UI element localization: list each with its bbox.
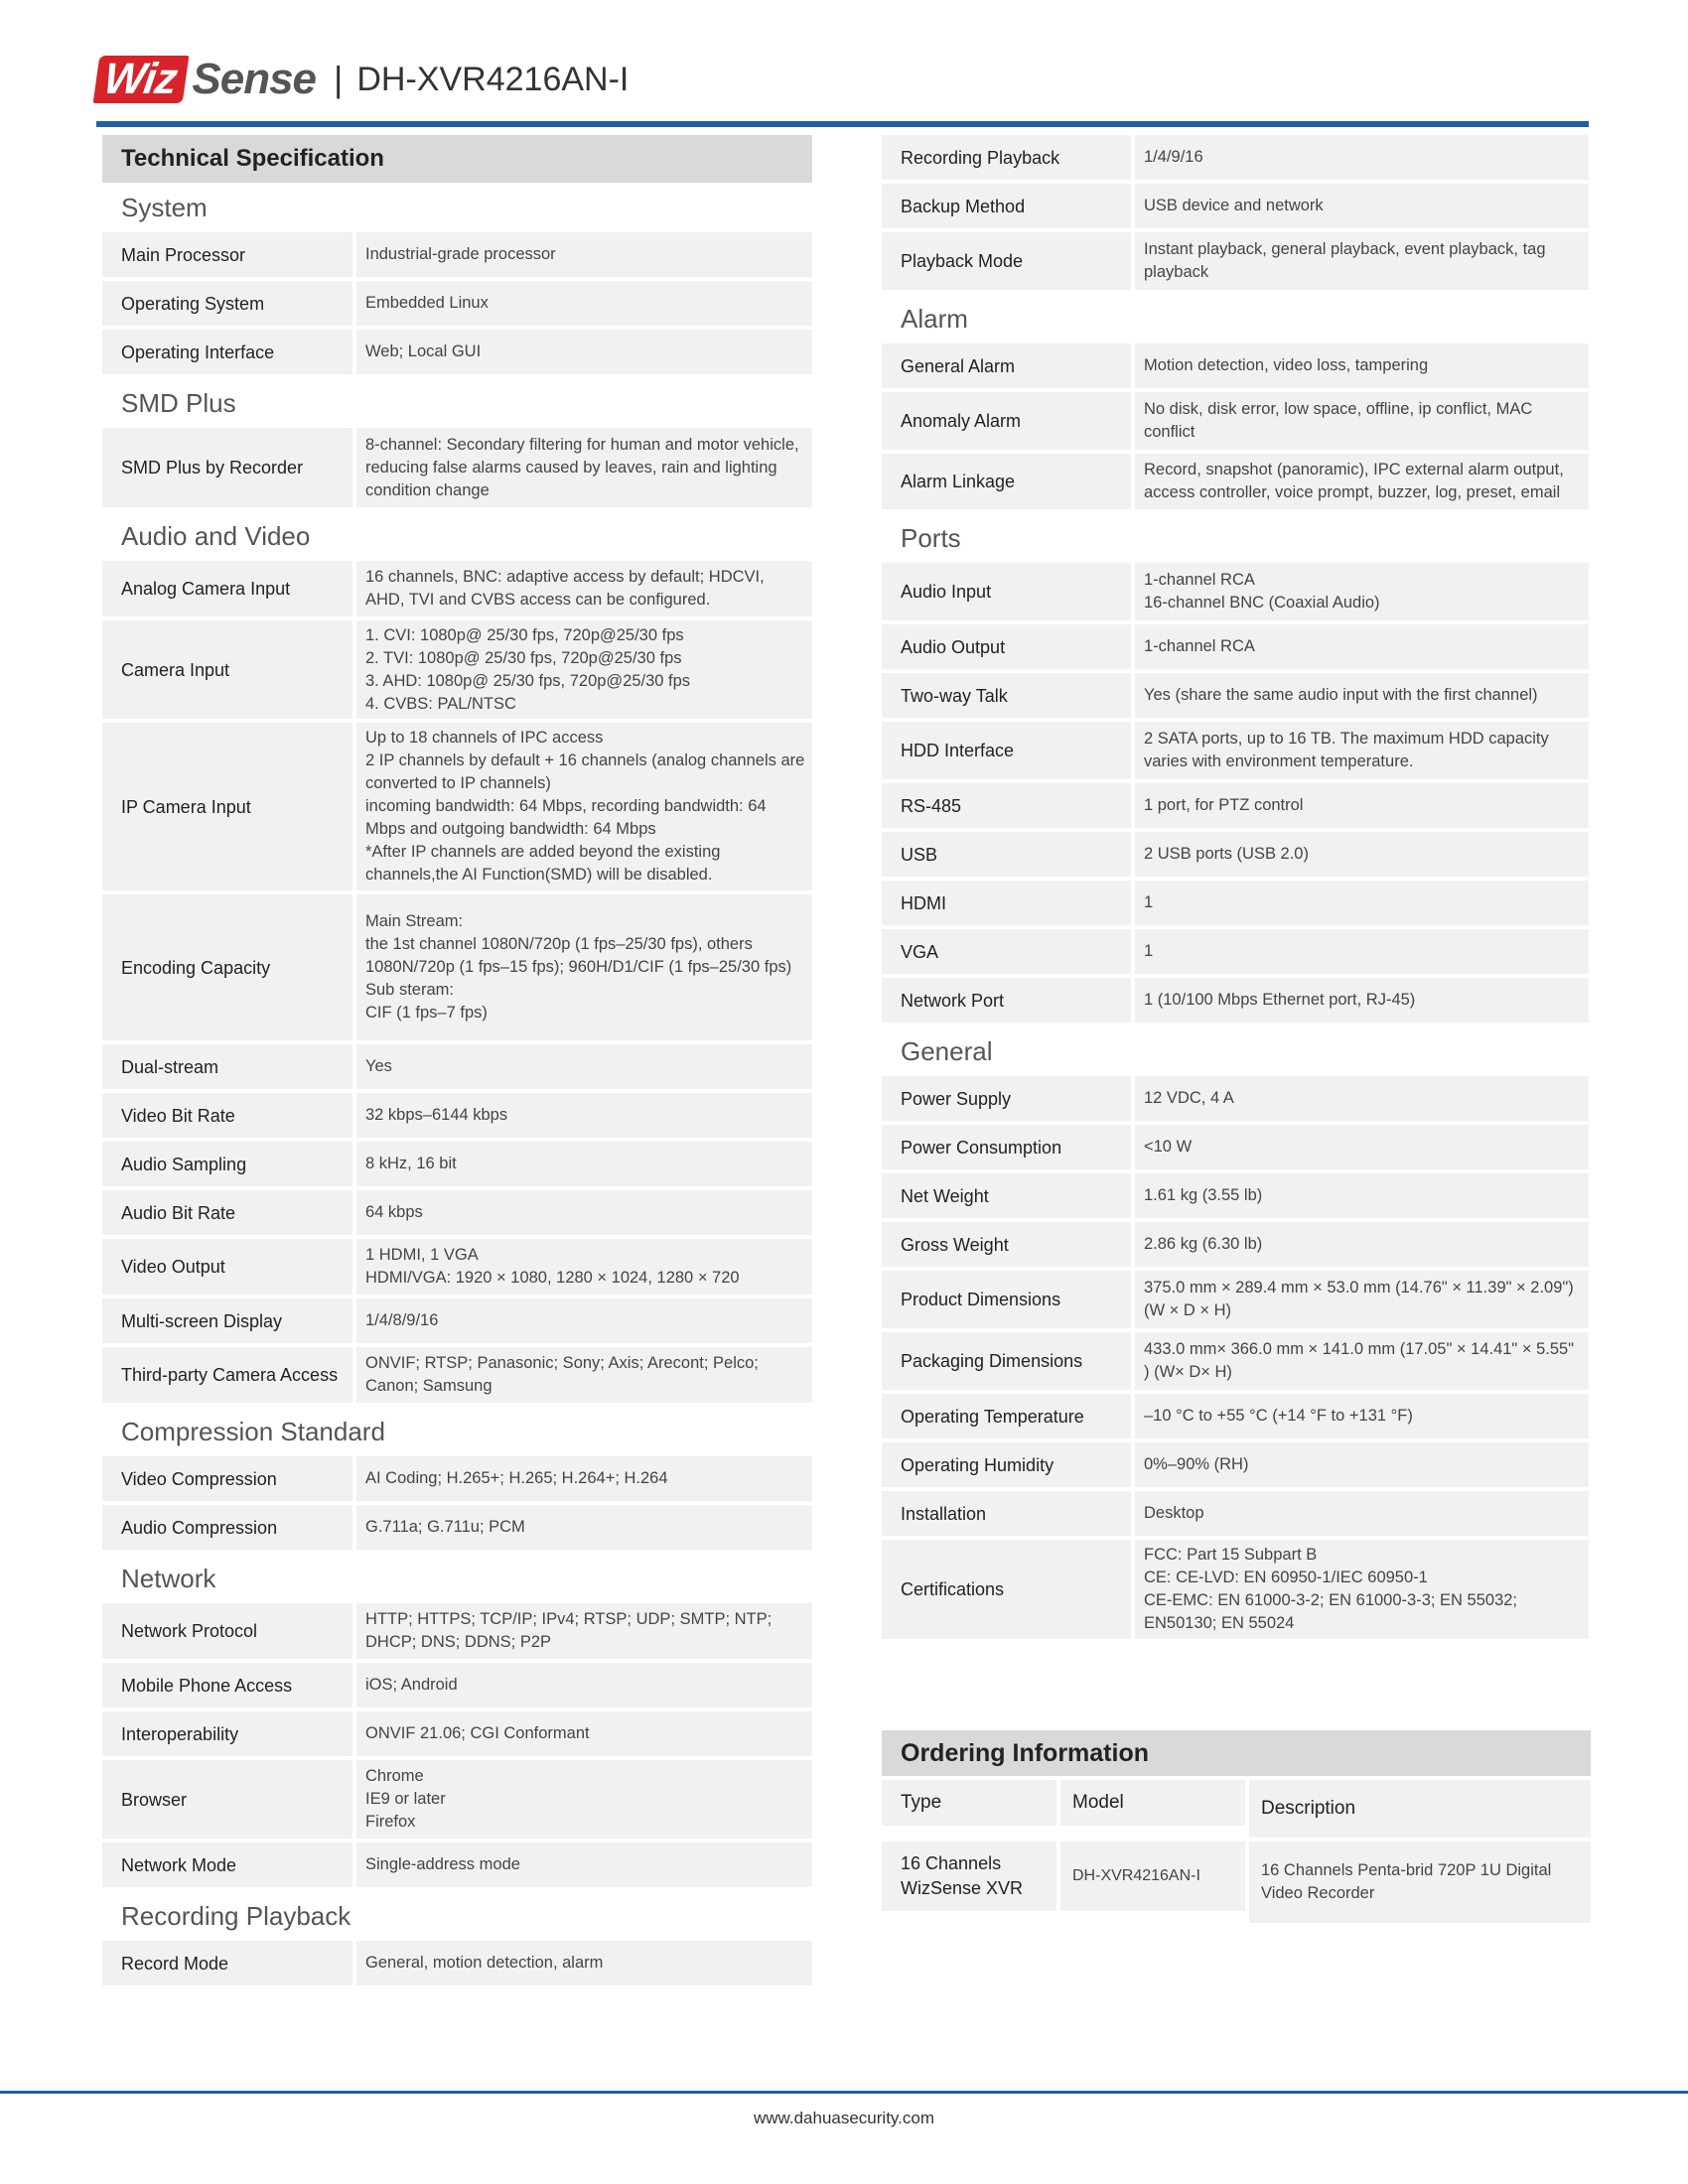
spec-label: Audio Input <box>882 563 1131 620</box>
spec-label: HDD Interface <box>882 722 1131 779</box>
spec-value: 16 channels, BNC: adaptive access by default; HDCVI, AHD, TVI and CVBS access can be configured. <box>356 561 812 616</box>
spec-row <box>102 1298 812 1343</box>
spec-row <box>102 1843 812 1887</box>
spec-row <box>882 343 1589 388</box>
spec-table-general <box>882 1076 1589 1639</box>
spec-label: Interoperability <box>102 1711 352 1756</box>
section-smd-plus: SMD Plus <box>121 387 236 418</box>
spec-label: Third-party Camera Access <box>102 1347 352 1403</box>
spec-label: Encoding Capacity <box>102 894 352 1040</box>
spec-value: 0%–90% (RH) <box>1135 1442 1589 1487</box>
spec-value: 32 kbps–6144 kbps <box>356 1093 812 1138</box>
footer-url[interactable]: www.dahuasecurity.com <box>753 2109 935 2127</box>
spec-value: Desktop <box>1135 1491 1589 1536</box>
spec-row <box>102 723 812 890</box>
spec-value: 2 USB ports (USB 2.0) <box>1135 832 1589 877</box>
spec-row <box>102 1093 812 1138</box>
spec-value: <10 W <box>1135 1125 1589 1169</box>
spec-value: 2.86 kg (6.30 lb) <box>1135 1222 1589 1267</box>
spec-value: ONVIF; RTSP; Panasonic; Sony; Axis; Arecont; Pelco; Canon; Samsung <box>356 1347 812 1403</box>
wizsense-logo <box>96 55 316 104</box>
spec-row <box>102 428 812 507</box>
spec-value: 1 HDMI, 1 VGA HDMI/VGA: 1920 × 1080, 1280 × 1024, 1280 × 720 <box>356 1239 812 1295</box>
spec-value: Yes (share the same audio input with the first channel) <box>1135 673 1589 718</box>
spec-row <box>882 563 1589 620</box>
tech-spec-title: Technical Specification <box>102 135 812 183</box>
spec-label: RS-485 <box>882 783 1131 828</box>
spec-table-compression <box>102 1456 812 1550</box>
spec-value: Web; Local GUI <box>356 330 812 374</box>
spec-label: IP Camera Input <box>102 723 352 890</box>
spec-value: Single-address mode <box>356 1843 812 1887</box>
spec-table-recording <box>102 1941 812 1985</box>
model-number: DH-XVR4216AN-I <box>356 60 630 98</box>
spec-row <box>882 1076 1589 1121</box>
spec-label: Power Supply <box>882 1076 1131 1121</box>
spec-value: Motion detection, video loss, tampering <box>1135 343 1589 388</box>
spec-label: Operating System <box>102 281 352 326</box>
spec-label: Certifications <box>882 1540 1131 1639</box>
logo-wiz: Wiz <box>93 56 190 103</box>
spec-table-playback <box>882 135 1589 290</box>
spec-value: 1/4/8/9/16 <box>356 1298 812 1343</box>
spec-label: Anomaly Alarm <box>882 392 1131 450</box>
ordering-description: 16 Channels Penta-brid 720P 1U Digital Video Recorder <box>1249 1842 1591 1923</box>
spec-row <box>882 1394 1589 1438</box>
spec-row <box>882 1125 1589 1169</box>
spec-row <box>882 184 1589 228</box>
spec-label: Browser <box>102 1760 352 1839</box>
spec-table-ports <box>882 563 1589 1023</box>
section-alarm: Alarm <box>901 303 968 334</box>
spec-label: Two-way Talk <box>882 673 1131 718</box>
logo-sense: Sense <box>192 55 317 103</box>
ordering-info-title: Ordering Information <box>882 1730 1591 1776</box>
spec-row <box>102 281 812 326</box>
spec-label: Analog Camera Input <box>102 561 352 616</box>
spec-row <box>102 330 812 374</box>
section-system: System <box>121 192 208 222</box>
spec-label: Operating Interface <box>102 330 352 374</box>
spec-value: FCC: Part 15 Subpart B CE: CE-LVD: EN 60950-1/IEC 60950-1 CE-EMC: EN 61000-3-2; EN 61000-3-3; EN 55032; EN50130; EN 55024 <box>1135 1540 1589 1639</box>
spec-label: Recording Playback <box>882 135 1131 180</box>
spec-row <box>882 1332 1589 1390</box>
spec-value: 375.0 mm × 289.4 mm × 53.0 mm (14.76" × 11.39" × 2.09") (W × D × H) <box>1135 1271 1589 1328</box>
spec-value: ONVIF 21.06; CGI Conformant <box>356 1711 812 1756</box>
spec-value: 1 <box>1135 881 1589 925</box>
spec-row <box>882 1222 1589 1267</box>
spec-label: General Alarm <box>882 343 1131 388</box>
spec-row <box>882 1491 1589 1536</box>
spec-label: HDMI <box>882 881 1131 925</box>
spec-row <box>102 620 812 719</box>
ordering-header-type: Type <box>882 1780 1056 1826</box>
spec-label: Network Port <box>882 978 1131 1023</box>
spec-label: Mobile Phone Access <box>102 1663 352 1707</box>
spec-label: Audio Output <box>882 624 1131 669</box>
spec-row <box>882 978 1589 1023</box>
spec-label: Operating Humidity <box>882 1442 1131 1487</box>
spec-value: HTTP; HTTPS; TCP/IP; IPv4; RTSP; UDP; SMTP; NTP; DHCP; DNS; DDNS; P2P <box>356 1603 812 1659</box>
ordering-header-model: Model <box>1060 1780 1245 1826</box>
spec-value: iOS; Android <box>356 1663 812 1707</box>
spec-value: Instant playback, general playback, event playback, tag playback <box>1135 232 1589 290</box>
section-ports: Ports <box>901 522 961 553</box>
spec-row <box>102 1347 812 1403</box>
top-divider <box>96 121 1589 127</box>
spec-label: Product Dimensions <box>882 1271 1131 1328</box>
spec-value: –10 °C to +55 °C (+14 °F to +131 °F) <box>1135 1394 1589 1438</box>
spec-label: Gross Weight <box>882 1222 1131 1267</box>
right-column <box>882 135 1589 1643</box>
spec-row <box>882 832 1589 877</box>
spec-value: 8 kHz, 16 bit <box>356 1142 812 1186</box>
spec-row <box>102 1190 812 1235</box>
spec-row <box>102 1505 812 1550</box>
spec-value: Main Stream: the 1st channel 1080N/720p (1 fps–25/30 fps), others 1080N/720p (1 fps–15 fps); 960H/D1/CIF (1 fps–25/30 fps) Sub steram: CIF (1 fps–7 fps) <box>356 894 812 1040</box>
spec-value: No disk, disk error, low space, offline, ip conflict, MAC conflict <box>1135 392 1589 450</box>
spec-row <box>882 722 1589 779</box>
spec-value: 433.0 mm× 366.0 mm × 141.0 mm (17.05" × 14.41" × 5.55" ) (W× D× H) <box>1135 1332 1589 1390</box>
spec-value: G.711a; G.711u; PCM <box>356 1505 812 1550</box>
spec-row <box>102 232 812 277</box>
spec-value: General, motion detection, alarm <box>356 1941 812 1985</box>
section-compression: Compression Standard <box>121 1416 385 1446</box>
spec-label: Playback Mode <box>882 232 1131 290</box>
spec-value: Record, snapshot (panoramic), IPC external alarm output, access controller, voice prompt, buzzer, log, preset, email <box>1135 454 1589 509</box>
spec-value: 1.61 kg (3.55 lb) <box>1135 1173 1589 1218</box>
header-separator: | <box>334 59 344 99</box>
spec-value: 1. CVI: 1080p@ 25/30 fps, 720p@25/30 fps 2. TVI: 1080p@ 25/30 fps, 720p@25/30 fps 3. AHD: 1080p@ 25/30 fps, 720p@25/30 fps 4. CVBS: PAL/NTSC <box>356 620 812 719</box>
spec-value: Embedded Linux <box>356 281 812 326</box>
spec-value: Industrial-grade processor <box>356 232 812 277</box>
spec-label: Network Protocol <box>102 1603 352 1659</box>
spec-label: Main Processor <box>102 232 352 277</box>
spec-value: USB device and network <box>1135 184 1589 228</box>
spec-value: 1 (10/100 Mbps Ethernet port, RJ-45) <box>1135 978 1589 1023</box>
spec-row <box>882 929 1589 974</box>
spec-label: Audio Compression <box>102 1505 352 1550</box>
spec-row <box>882 392 1589 450</box>
spec-row <box>102 894 812 1040</box>
bottom-divider <box>0 2091 1688 2094</box>
spec-row <box>102 1456 812 1501</box>
spec-label: Record Mode <box>102 1941 352 1985</box>
ordering-type: 16 Channels WizSense XVR <box>882 1842 1056 1911</box>
spec-row <box>102 1663 812 1707</box>
spec-row <box>102 1711 812 1756</box>
spec-value: AI Coding; H.265+; H.265; H.264+; H.264 <box>356 1456 812 1501</box>
spec-row <box>882 454 1589 509</box>
spec-label: USB <box>882 832 1131 877</box>
ordering-row <box>882 1842 1591 1923</box>
spec-row <box>102 1142 812 1186</box>
spec-row <box>882 232 1589 290</box>
spec-value: 12 VDC, 4 A <box>1135 1076 1589 1121</box>
spec-row <box>102 1760 812 1839</box>
spec-value: 1/4/9/16 <box>1135 135 1589 180</box>
spec-row <box>882 135 1589 180</box>
spec-table-smd <box>102 428 812 507</box>
spec-label: Audio Sampling <box>102 1142 352 1186</box>
spec-label: Video Compression <box>102 1456 352 1501</box>
spec-label: Power Consumption <box>882 1125 1131 1169</box>
spec-value: 1 <box>1135 929 1589 974</box>
ordering-model: DH-XVR4216AN-I <box>1060 1842 1245 1911</box>
spec-label: Camera Input <box>102 620 352 719</box>
section-recording-playback: Recording Playback <box>121 1900 352 1931</box>
spec-row <box>102 1603 812 1659</box>
spec-row <box>882 881 1589 925</box>
section-network: Network <box>121 1563 216 1593</box>
page-header <box>96 52 629 107</box>
ordering-header-description: Description <box>1249 1780 1591 1838</box>
spec-row <box>882 1442 1589 1487</box>
spec-row <box>882 1271 1589 1328</box>
spec-label: Packaging Dimensions <box>882 1332 1131 1390</box>
spec-label: Video Bit Rate <box>102 1093 352 1138</box>
spec-label: Net Weight <box>882 1173 1131 1218</box>
spec-table-network <box>102 1603 812 1887</box>
spec-value: 64 kbps <box>356 1190 812 1235</box>
spec-table-alarm <box>882 343 1589 509</box>
spec-row <box>102 1044 812 1089</box>
spec-label: Installation <box>882 1491 1131 1536</box>
spec-value: 1 port, for PTZ control <box>1135 783 1589 828</box>
section-audio-video: Audio and Video <box>121 520 311 551</box>
spec-table-av <box>102 561 812 1403</box>
ordering-table <box>882 1780 1591 1927</box>
spec-table-system <box>102 232 812 374</box>
spec-value: 1-channel RCA 16-channel BNC (Coaxial Audio) <box>1135 563 1589 620</box>
spec-row <box>882 1173 1589 1218</box>
spec-label: Video Output <box>102 1239 352 1295</box>
spec-label: VGA <box>882 929 1131 974</box>
spec-value: Up to 18 channels of IPC access 2 IP channels by default + 16 channels (analog channels are converted to IP channels) incoming bandwidth: 64 Mbps, recording bandwidth: 64 Mbps and outgoing bandwidth: 64 Mbps *After IP channels are added beyond the existing channels,the AI Function(SMD) will be disabled. <box>356 723 812 890</box>
left-column <box>102 135 812 1989</box>
spec-row <box>882 673 1589 718</box>
section-general: General <box>901 1035 993 1066</box>
spec-value: 1-channel RCA <box>1135 624 1589 669</box>
spec-value: 8-channel: Secondary filtering for human and motor vehicle, reducing false alarms caused by leaves, rain and lighting condition change <box>356 428 812 507</box>
spec-value: Yes <box>356 1044 812 1089</box>
spec-label: Audio Bit Rate <box>102 1190 352 1235</box>
spec-value: Chrome IE9 or later Firefox <box>356 1760 812 1839</box>
spec-label: Multi-screen Display <box>102 1298 352 1343</box>
ordering-header-row <box>882 1780 1591 1838</box>
spec-label: Network Mode <box>102 1843 352 1887</box>
spec-label: Backup Method <box>882 184 1131 228</box>
spec-label: Operating Temperature <box>882 1394 1131 1438</box>
spec-label: Dual-stream <box>102 1044 352 1089</box>
spec-label: SMD Plus by Recorder <box>102 428 352 507</box>
spec-row <box>102 561 812 616</box>
spec-row <box>882 1540 1589 1639</box>
spec-label: Alarm Linkage <box>882 454 1131 509</box>
spec-row <box>882 624 1589 669</box>
spec-row <box>102 1941 812 1985</box>
spec-value: 2 SATA ports, up to 16 TB. The maximum HDD capacity varies with environment temperature. <box>1135 722 1589 779</box>
spec-row <box>882 783 1589 828</box>
spec-row <box>102 1239 812 1295</box>
